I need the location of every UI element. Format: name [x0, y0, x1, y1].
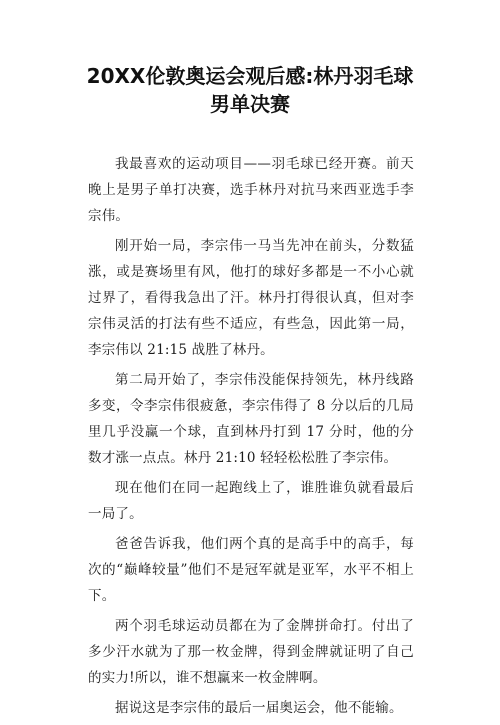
paragraph: 刚开始一局，李宗伟一马当先冲在前头，分数猛涨，或是赛场里有风，他打的球好多都是一不小心就过界了，看得我急出了汗。林丹打得很认真，但对李宗伟灵活的打法有些不适应，有些急，因此第一局，李宗伟以 21:15 战胜了林丹。: [88, 238, 414, 358]
paragraph: 两个羽毛球运动员都在为了金牌拼命打。付出了多少汗水就为了那一枚金牌，得到金牌就证明了自己的实力!所以，谁不想赢来一枚金牌啊。: [88, 618, 414, 686]
document-body: [88, 151, 414, 725]
paragraph: 我最喜欢的运动项目——羽毛球已经开赛。前天晚上是男子单打决赛，选手林丹对抗马来西亚选手李宗伟。: [88, 156, 414, 224]
document-title: 20XX伦敦奥运会观后感:林丹羽毛球男单决赛: [86, 64, 414, 116]
paragraph: 爸爸告诉我，他们两个真的是高手中的高手，每次的“巅峰较量”他们不是冠军就是亚军，水平不相上下。: [88, 536, 414, 604]
paragraph: 第二局开始了，李宗伟没能保持领先，林丹线路多变，令李宗伟很疲惫，李宗伟得了 8 分以后的几局里几乎没赢一个球，直到林丹打到 17 分时，他的分数才涨一点点。林丹 21:10 轻轻松松胜了李宗伟。: [88, 372, 414, 466]
paragraph: 现在他们在同一起跑线上了，谁胜谁负就看最后一局了。: [88, 480, 414, 522]
paragraph: 据说这是李宗伟的最后一届奥运会，他不能输。: [115, 700, 403, 716]
